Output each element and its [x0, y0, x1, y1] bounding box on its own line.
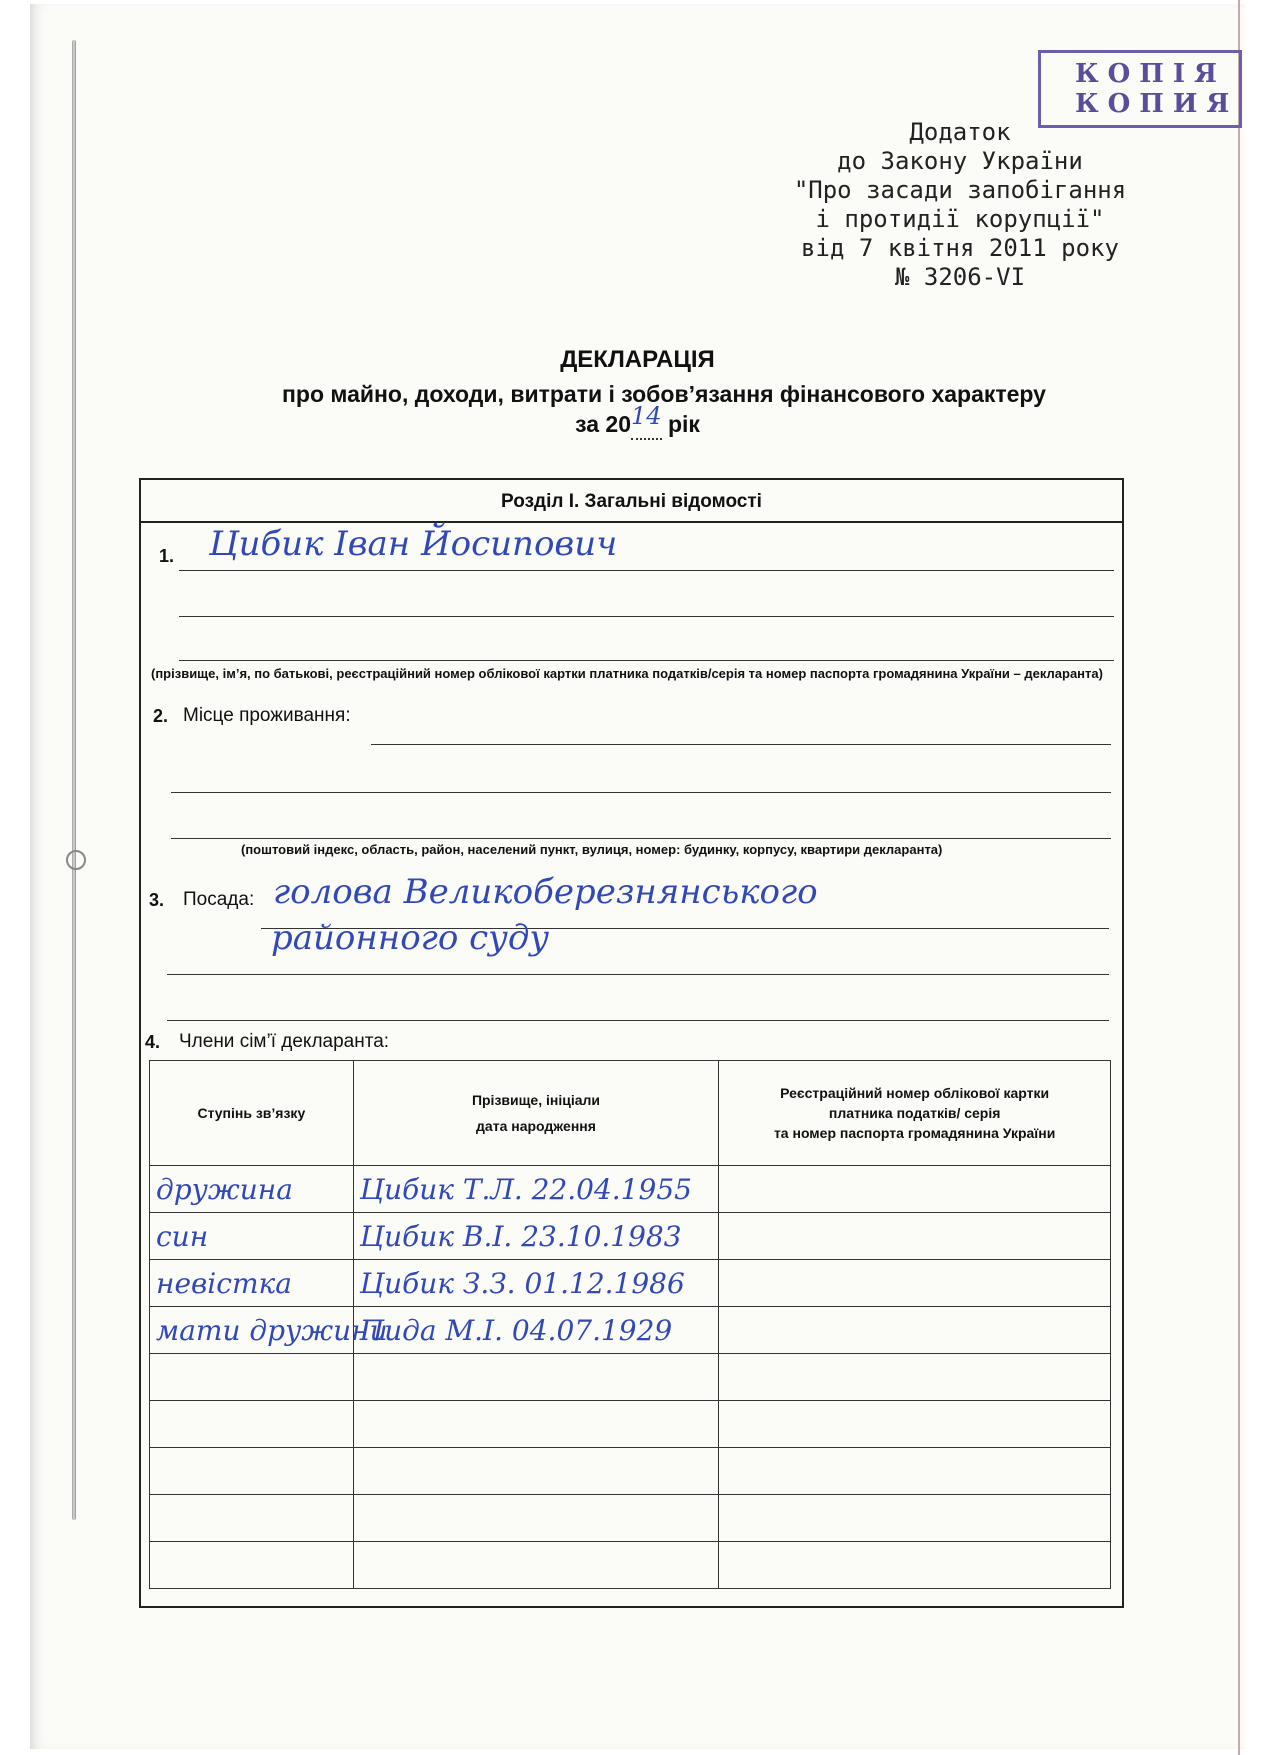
year-handwritten: 14 [631, 402, 662, 430]
table-row [150, 1166, 1111, 1213]
name-dob-cell: Цибик З.З. 01.12.1986 [353, 1260, 719, 1307]
relation-cell: дружина [150, 1166, 354, 1213]
name-dob-cell: Пида М.І. 04.07.1929 [353, 1307, 719, 1354]
appendix-line: "Про засади запобігання [793, 176, 1127, 204]
name-dob-cell [353, 1542, 719, 1589]
relation-cell: син [150, 1213, 354, 1260]
position-handwritten-1: голова Великоберезнянського [273, 872, 818, 912]
position-handwritten-2: районного суду [271, 918, 550, 958]
item-1-line [179, 570, 1114, 571]
relation-cell [150, 1542, 354, 1589]
header-id-line: та номер паспорта громадянина України [773, 1125, 1056, 1141]
appendix-line: № 3206-VI [894, 263, 1026, 291]
year-blank [631, 402, 662, 440]
item-2-line [371, 744, 1111, 745]
id-cell [719, 1166, 1111, 1213]
table-header-row [150, 1061, 1111, 1166]
header-id [719, 1061, 1111, 1166]
item-3-number: 3. [149, 890, 165, 910]
appendix-note [680, 118, 1240, 292]
name-dob-cell [353, 1495, 719, 1542]
relation-cell: мати дружини [150, 1307, 354, 1354]
id-cell [719, 1401, 1111, 1448]
family-table-body [150, 1166, 1111, 1589]
relation-cell: невістка [150, 1260, 354, 1307]
name-dob-cell [353, 1448, 719, 1495]
declaration-subtitle: про майно, доходи, витрати і зобов’язання фінансового характеру [282, 381, 1046, 407]
header-id-line: Реєстраційний номер облікової картки [780, 1085, 1050, 1101]
table-row [150, 1260, 1111, 1307]
name-dob-cell [353, 1401, 719, 1448]
declaration-year [0, 402, 1275, 440]
stamp-line-1: КОПІЯ [1075, 59, 1226, 89]
appendix-line: Додаток [909, 118, 1011, 146]
table-row [150, 1213, 1111, 1260]
name-dob-cell [353, 1354, 719, 1401]
year-suffix: рік [667, 411, 700, 437]
id-cell [719, 1448, 1111, 1495]
family-table [149, 1060, 1111, 1589]
id-cell [719, 1260, 1111, 1307]
table-row [150, 1542, 1111, 1589]
header-name-dob [353, 1061, 719, 1166]
copy-stamp [1038, 50, 1242, 128]
family-label: Члени сім’ї декларанта: [179, 1031, 390, 1052]
item-2-number: 2. [153, 706, 169, 726]
table-row [150, 1401, 1111, 1448]
table-row [150, 1448, 1111, 1495]
item-1-line [179, 660, 1114, 661]
name-dob-cell: Цибик Т.Л. 22.04.1955 [353, 1166, 719, 1213]
section-1-title: Розділ І. Загальні відомості [141, 480, 1122, 523]
item-1-line [179, 616, 1114, 617]
relation-cell [150, 1495, 354, 1542]
table-row [150, 1354, 1111, 1401]
header-name-line: Прізвище, ініціали [471, 1092, 601, 1108]
declaration-title: ДЕКЛАРАЦІЯ [560, 346, 715, 373]
item-2-line [171, 792, 1111, 793]
item-2-note: (поштовий індекс, область, район, населений пункт, вулиця, номер: будинку, корпусу, квартири декларанта) [241, 842, 943, 857]
item-1-number: 1. [159, 546, 175, 566]
header-relation: Ступінь зв’язку [150, 1061, 354, 1166]
stamp-line-2: КОПИЯ [1075, 89, 1239, 119]
header-dob-line: дата народження [476, 1118, 596, 1134]
table-row [150, 1307, 1111, 1354]
header-id-line: платника податків/ серія [828, 1105, 1001, 1121]
table-row [150, 1495, 1111, 1542]
id-cell [719, 1495, 1111, 1542]
appendix-line: від 7 квітня 2011 року [801, 234, 1119, 262]
relation-cell [150, 1448, 354, 1495]
appendix-line: до Закону України [837, 147, 1083, 175]
id-cell [719, 1542, 1111, 1589]
relation-cell [150, 1401, 354, 1448]
binding-wire [72, 40, 76, 1520]
item-4-number: 4. [145, 1032, 161, 1052]
residence-label: Місце проживання: [183, 705, 351, 726]
section-1-box [139, 478, 1124, 1608]
item-3-line [167, 974, 1109, 975]
item-3-line [167, 1020, 1109, 1021]
binding-knot [66, 850, 86, 870]
year-prefix: за 20 [575, 411, 631, 437]
relation-cell [150, 1354, 354, 1401]
id-cell [719, 1307, 1111, 1354]
id-cell [719, 1213, 1111, 1260]
item-1-note: (прізвище, ім’я, по батькові, реєстраційний номер облікової картки платника податків/серія та номер паспорта громадянина України – декларанта) [151, 666, 1103, 681]
item-2-line [171, 838, 1111, 839]
appendix-line: і протидії корупції" [815, 205, 1105, 233]
name-dob-cell: Цибик В.І. 23.10.1983 [353, 1213, 719, 1260]
position-label: Посада: [183, 889, 255, 910]
id-cell [719, 1354, 1111, 1401]
declarant-name-handwritten: Цибик Іван Йосипович [209, 524, 618, 564]
